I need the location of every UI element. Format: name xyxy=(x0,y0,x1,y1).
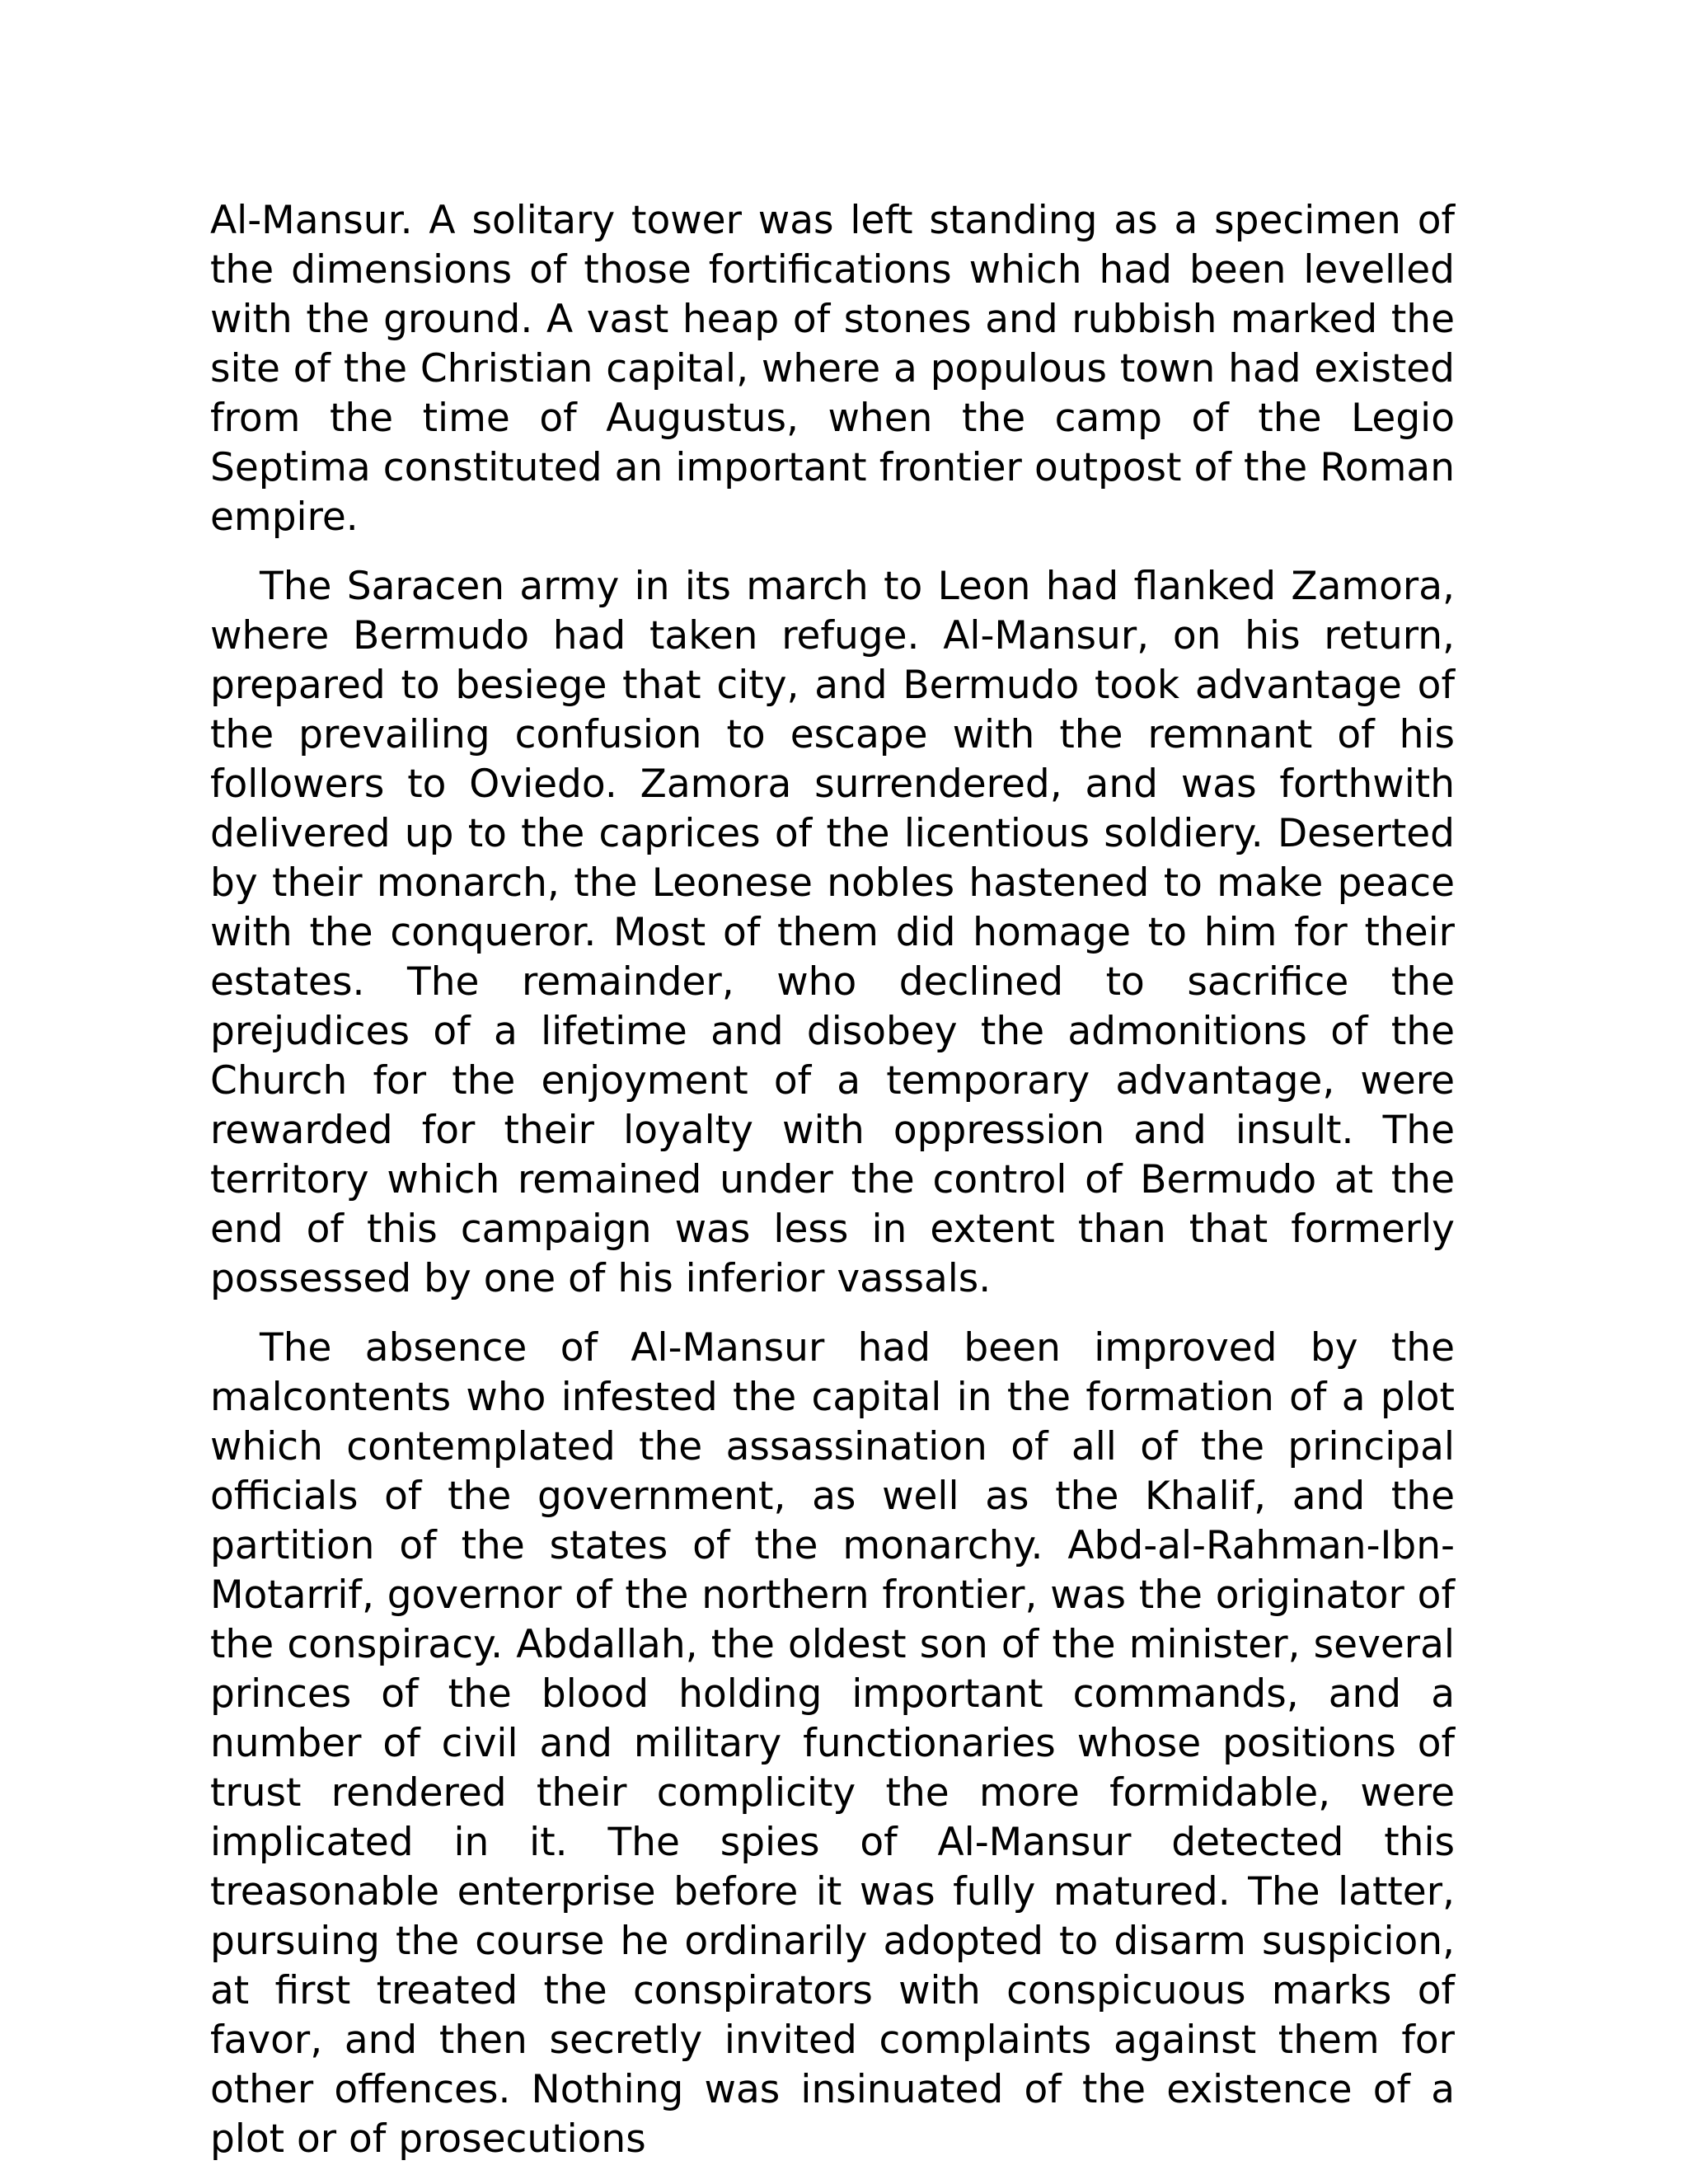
paragraph-1: Al-Mansur. A solitary tower was left standing as a specimen of the dimensions of those fortifications which had been levelled with the ground. A vast heap of stones and rubbish marked the site of the Christian capital, where a populous town had existed from the time of Augustus, when the camp of the Legio Septima constituted an important frontier outpost of the Roman empire. xyxy=(210,198,1455,540)
paragraph-3: The absence of Al-Mansur had been improved by the malcontents who infested the capital in the formation of a plot which contemplated the assassination of all of the principal officials of the government, as well as the Khalif, and the partition of the states of the monarchy. Abd-al-Rahman-Ibn-Motarrif, governor of the northern frontier, was the originator of the conspiracy. Abdallah, the oldest son of the minister, several princes of the blood holding important commands, and a number of civil and military functionaries whose positions of trust rendered their complicity the more formidable, were implicated in it. The spies of Al-Mansur detected this treasonable enterprise before it was fully matured. The latter, pursuing the course he ordinarily adopted to disarm suspicion, at first treated the conspirators with conspicuous marks of favor, and then secretly invited complaints against them for other offences. Nothing was insinuated of the existence of a plot or of prosecutions xyxy=(210,1325,1455,2162)
paragraph-2: The Saracen army in its march to Leon had flanked Zamora, where Bermudo had taken refuge. Al-Mansur, on his return, prepared to besiege that city, and Bermudo took advantage of the prevailing confusion to escape with the remnant of his followers to Oviedo. Zamora surrendered, and was forthwith delivered up to the caprices of the licentious soldiery. Deserted by their monarch, the Leonese nobles hastened to make peace with the conqueror. Most of them did homage to him for their estates. The remainder, who declined to sacrifice the prejudices of a lifetime and disobey the admonitions of the Church for the enjoyment of a temporary advantage, were rewarded for their loyalty with oppression and insult. The territory which remained under the control of Bermudo at the end of this campaign was less in extent than that formerly possessed by one of his inferior vassals. xyxy=(210,564,1455,1301)
page-body xyxy=(210,196,1455,2184)
